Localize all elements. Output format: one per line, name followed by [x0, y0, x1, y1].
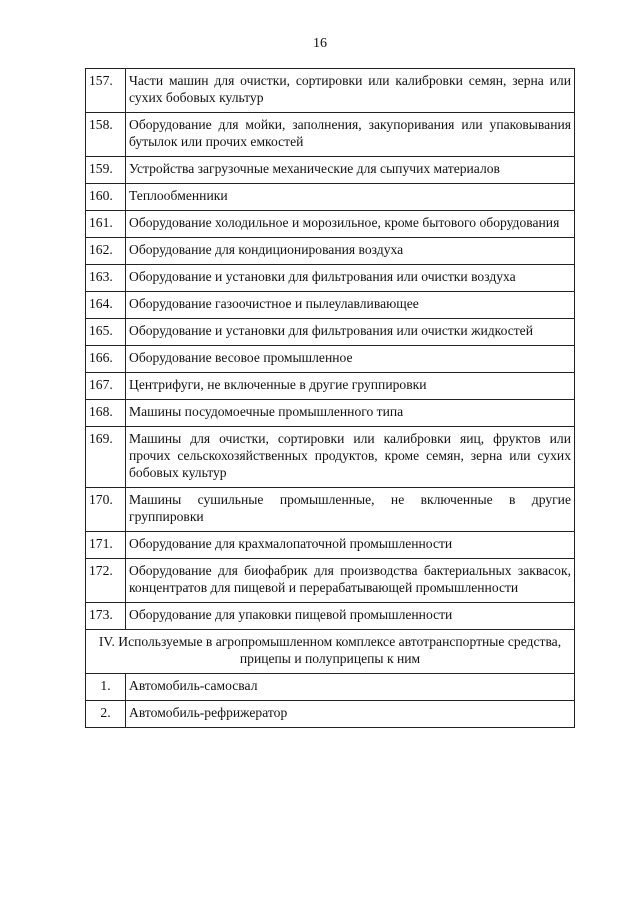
row-number: 1. — [86, 674, 126, 701]
row-text: Машины посудомоечные промышленного типа — [126, 400, 575, 427]
row-text: Автомобиль-самосвал — [126, 674, 575, 701]
row-text: Оборудование для кондиционирования воздуха — [126, 238, 575, 265]
row-number: 172. — [86, 559, 126, 603]
table-row — [86, 701, 575, 728]
row-text: Оборудование для упаковки пищевой промышленности — [126, 603, 575, 630]
row-number: 161. — [86, 211, 126, 238]
row-number: 169. — [86, 427, 126, 488]
table-row — [86, 346, 575, 373]
table-row — [86, 427, 575, 488]
section-header-row — [86, 630, 575, 674]
table-row — [86, 674, 575, 701]
row-text: Оборудование и установки для фильтрования или очистки жидкостей — [126, 319, 575, 346]
table-row — [86, 603, 575, 630]
row-number: 158. — [86, 113, 126, 157]
row-number: 170. — [86, 488, 126, 532]
row-text: Устройства загрузочные механические для сыпучих материалов — [126, 157, 575, 184]
row-number: 173. — [86, 603, 126, 630]
table-row — [86, 113, 575, 157]
row-number: 166. — [86, 346, 126, 373]
row-number: 168. — [86, 400, 126, 427]
table-row — [86, 157, 575, 184]
row-text: Теплообменники — [126, 184, 575, 211]
table-row — [86, 400, 575, 427]
row-number: 2. — [86, 701, 126, 728]
row-text: Центрифуги, не включенные в другие группировки — [126, 373, 575, 400]
table-row — [86, 265, 575, 292]
row-text: Оборудование весовое промышленное — [126, 346, 575, 373]
row-number: 157. — [86, 69, 126, 113]
row-text: Оборудование и установки для фильтрования или очистки воздуха — [126, 265, 575, 292]
row-text: Машины для очистки, сортировки или калибровки яиц, фруктов или прочих сельскохозяйственных продуктов, кроме семян, зерна или сухих бобовых культур — [126, 427, 575, 488]
section-title: IV. Используемые в агропромышленном комплексе автотранспортные средства, прицепы и полуприцепы к ним — [86, 630, 575, 674]
page-number: 16 — [313, 36, 327, 51]
row-number: 171. — [86, 532, 126, 559]
table-row — [86, 69, 575, 113]
table-row — [86, 238, 575, 265]
row-text: Оборудование для крахмалопаточной промышленности — [126, 532, 575, 559]
row-number: 160. — [86, 184, 126, 211]
table-row — [86, 488, 575, 532]
equipment-table — [85, 68, 575, 728]
table-row — [86, 532, 575, 559]
table-row — [86, 211, 575, 238]
row-text: Оборудование для мойки, заполнения, закупоривания или упаковывания бутылок или прочих емкостей — [126, 113, 575, 157]
table-row — [86, 373, 575, 400]
row-text: Оборудование газоочистное и пылеулавливающее — [126, 292, 575, 319]
row-text: Оборудование для биофабрик для производства бактериальных заквасок, концентратов для пищевой и перерабатывающей промышленности — [126, 559, 575, 603]
row-text: Оборудование холодильное и морозильное, кроме бытового оборудования — [126, 211, 575, 238]
table-row — [86, 319, 575, 346]
row-number: 163. — [86, 265, 126, 292]
table-row — [86, 559, 575, 603]
row-number: 164. — [86, 292, 126, 319]
row-text: Части машин для очистки, сортировки или калибровки семян, зерна или сухих бобовых культур — [126, 69, 575, 113]
row-number: 162. — [86, 238, 126, 265]
row-number: 165. — [86, 319, 126, 346]
row-text: Автомобиль-рефрижератор — [126, 701, 575, 728]
table-row — [86, 184, 575, 211]
row-text: Машины сушильные промышленные, не включенные в другие группировки — [126, 488, 575, 532]
row-number: 159. — [86, 157, 126, 184]
row-number: 167. — [86, 373, 126, 400]
table-row — [86, 292, 575, 319]
